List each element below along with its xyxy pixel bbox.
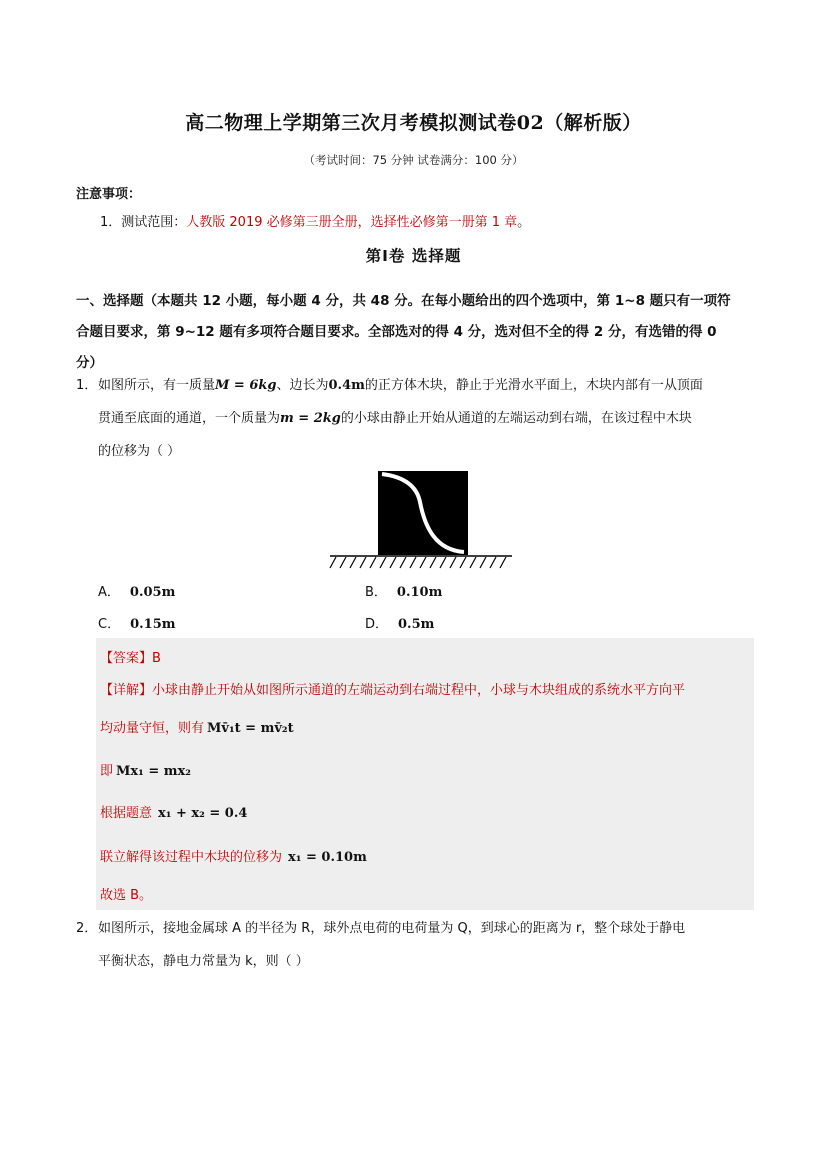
option-letter: C．	[98, 617, 121, 632]
question-2	[76, 912, 756, 978]
option-c[interactable]	[98, 613, 176, 632]
notes-item-scope: 人教版 2019 必修第三册全册，选择性必修第一册第 1 章	[186, 215, 518, 230]
conclusion: 故选 B。	[100, 888, 153, 903]
option-value: 0.15m	[130, 617, 176, 632]
notes-item-prefix: 1．测试范围：	[100, 215, 187, 230]
detail-text: 均动量守恒，则有	[100, 721, 205, 736]
detail-label: 【详解】	[100, 683, 153, 698]
detail-line	[100, 846, 367, 865]
question-2-line: 平衡状态，静电力常量为 k，则（ ）	[98, 954, 309, 969]
instructions-line: 合题目要求，第 9~12 题有多项符合题目要求。全部选对的得 4 分，选对但不全的得 2 分，有选错的得 0	[76, 324, 717, 340]
question-text: 、边长为	[276, 378, 329, 393]
formula-result: x₁ = 0.10m	[288, 850, 367, 865]
formula-sum: x₁ + x₂ = 0.4	[158, 806, 248, 821]
formula-displacement-ratio: Mx₁ = mx₂	[116, 764, 191, 779]
option-value: 0.05m	[129, 585, 176, 600]
question-1-line: 的位移为（ ）	[98, 444, 181, 459]
answer-line	[100, 647, 161, 666]
question-text: 如图所示，接地金属球 A 的半径为 R，球外点电荷的电荷量为 Q，到球心的距离为 r，整个球处于静电	[98, 921, 686, 936]
question-1	[76, 369, 756, 468]
option-b[interactable]	[365, 581, 442, 600]
option-value: 0.5m	[398, 617, 435, 632]
section-title: 第Ⅰ卷 选择题	[365, 247, 462, 265]
question-1-line	[76, 369, 756, 402]
question-text: 的小球由静止开始从通道的左端运动到右端，在该过程中木块	[340, 411, 692, 426]
answer-label: 【答案】	[100, 651, 153, 666]
option-letter: A．	[98, 585, 120, 600]
question-number: 1．	[76, 378, 98, 393]
question-text: 如图所示，有一质量	[98, 378, 216, 393]
question-number: 2．	[76, 921, 98, 936]
detail-text: 即	[100, 764, 114, 779]
detail-line	[100, 802, 247, 821]
question-text: 贯通至底面的通道，一个质量为	[98, 411, 281, 426]
option-value: 0.10m	[396, 585, 443, 600]
option-d[interactable]	[365, 613, 434, 632]
instructions-line: 一、选择题（本题共 12 小题，每小题 4 分，共 48 分。在每小题给出的四个选项中，第 1~8 题只有一项符	[76, 293, 731, 309]
detail-line	[100, 717, 294, 736]
question-1-line	[76, 402, 756, 435]
ground-hatching	[330, 557, 506, 568]
answer-value: B	[152, 651, 161, 666]
detail-text: 联立解得该过程中木块的位移为	[100, 850, 283, 865]
question-text: 的正方体木块，静止于光滑水平面上，木块内部有一从顶面	[364, 378, 703, 393]
notes-heading: 注意事项：	[76, 187, 142, 202]
notes-item	[100, 211, 530, 230]
instructions-line: 分）	[76, 355, 103, 371]
formula-momentum: Mv̄₁t = mv̄₂t	[207, 721, 294, 736]
detail-text: 根据题意	[100, 806, 153, 821]
formula-side: 0.4m	[328, 378, 365, 393]
question-2-line	[76, 912, 756, 945]
formula-mass-m: m = 2kg	[280, 411, 341, 426]
formula-mass-M: M = 6kg	[215, 378, 277, 393]
option-a[interactable]	[98, 581, 175, 600]
option-letter: D．	[365, 617, 389, 632]
notes-item-suffix: 。	[517, 215, 531, 230]
exam-info: （考试时间：75 分钟 试卷满分：100 分）	[303, 153, 524, 167]
detail-text: 小球由静止开始从如图所示通道的左端运动到右端过程中，小球与木块组成的系统水平方向平	[152, 683, 686, 698]
detail-line	[100, 679, 754, 698]
cube-channel-figure	[328, 468, 514, 572]
page-title: 高二物理上学期第三次月考模拟测试卷02（解析版）	[185, 112, 642, 134]
detail-line	[100, 760, 191, 779]
option-letter: B．	[365, 585, 387, 600]
section-instructions	[76, 286, 756, 379]
